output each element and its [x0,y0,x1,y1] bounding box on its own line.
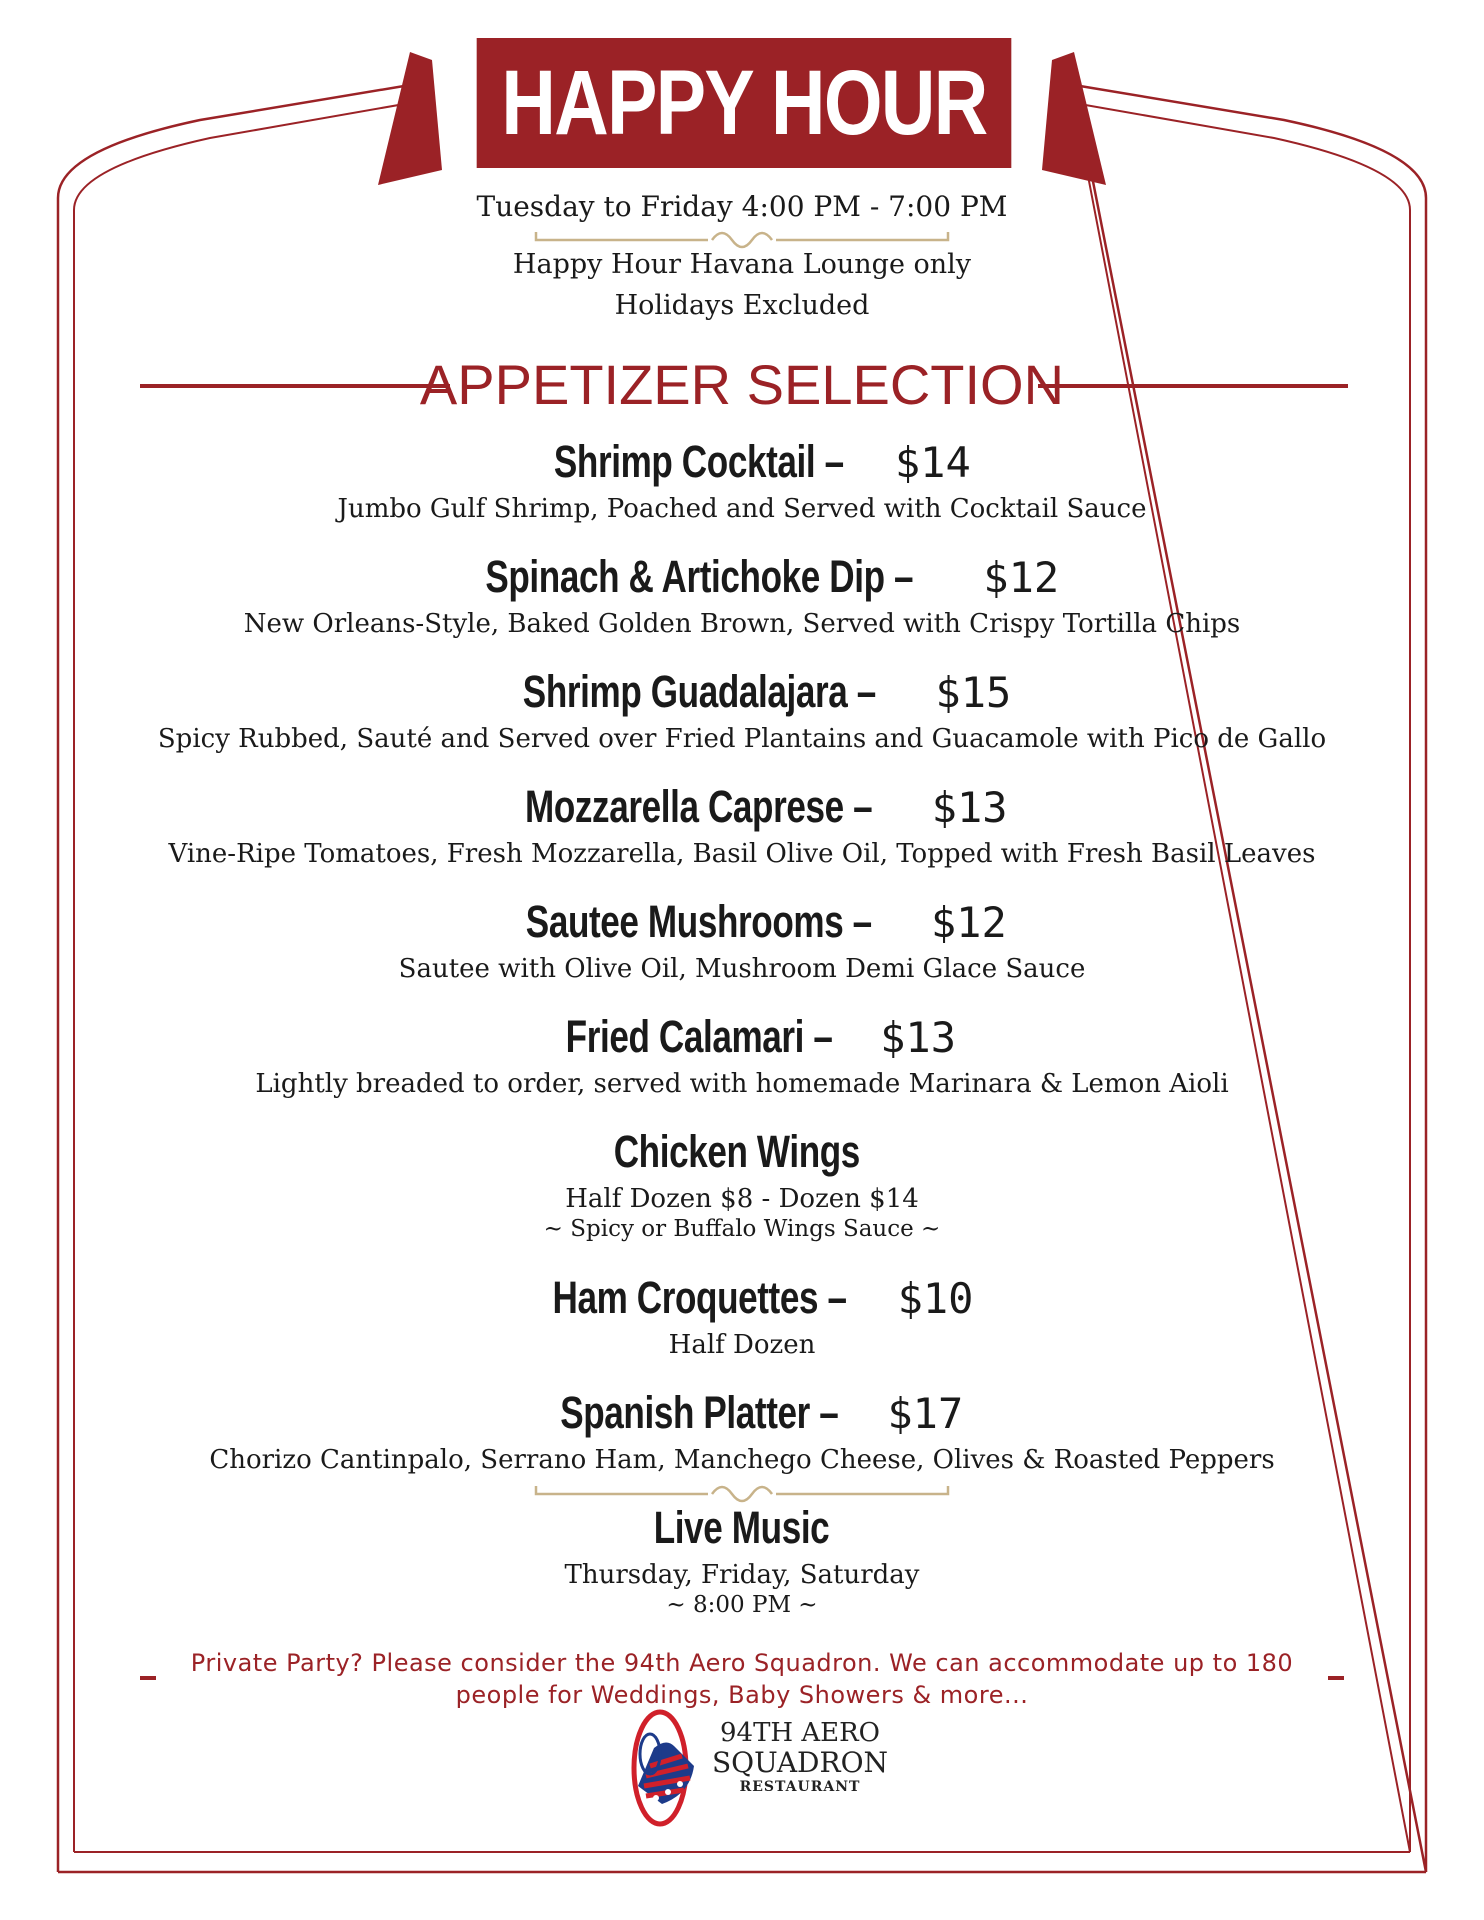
menu-item [0,1387,1484,1475]
item-desc: Spicy Rubbed, Sauté and Served over Fried Plantains and Guacamole with Pico de Gallo [157,724,1327,754]
lounge-note: Happy Hour Havana Lounge only [512,249,972,280]
item-desc: Half Dozen $8 - Dozen $14 [565,1184,919,1214]
menu-item [0,781,1484,869]
item-desc: Half Dozen [668,1330,816,1360]
item-name: Shrimp Guadalajara – [522,666,876,717]
lounge-notes [0,244,1484,326]
item-desc: Jumbo Gulf Shrimp, Poached and Served with Cocktail Sauce [337,494,1147,524]
item-price: $15 [935,668,1012,717]
menu-item [0,666,1484,754]
live-music-time: ~ 8:00 PM ~ [666,1592,818,1618]
menu-item [0,896,1484,984]
item-desc: Vine-Ripe Tomatoes, Fresh Mozzarella, Basil Olive Oil, Topped with Fresh Basil Leaves [168,839,1316,869]
item-price: $17 [887,1389,964,1438]
item-desc: Chorizo Cantinpalo, Serrano Ham, Manchego Cheese, Olives & Roasted Peppers [209,1445,1275,1475]
logo-line1: 94TH AERO [719,1718,880,1748]
item-price: $13 [880,1013,956,1062]
logo-line3: RESTAURANT [739,1779,861,1795]
menu-item [0,436,1484,524]
item-desc: New Orleans-Style, Baked Golden Brown, Served with Crispy Tortilla Chips [243,609,1241,639]
private-party-line1: Private Party? Please consider the 94th Aero Squadron. We can accommodate up to 180 [190,1649,1294,1677]
live-music [0,1502,1484,1618]
happy-hour-banner [477,38,1012,168]
logo-line2: SQUADRON [711,1746,889,1779]
item-price: $12 [983,553,1060,602]
item-price: $13 [931,783,1008,832]
menu-item [0,551,1484,639]
item-price: $14 [894,438,971,487]
item-desc-extra: ~ Spicy or Buffalo Wings Sauce ~ [543,1216,941,1242]
item-name: Shrimp Cocktail – [554,436,844,487]
item-desc: Lightly breaded to order, served with homemade Marinara & Lemon Aioli [255,1069,1229,1099]
banner-title: HAPPY HOUR [501,51,987,154]
private-party-line2: people for Weddings, Baby Showers & more... [455,1681,1029,1709]
item-price: $10 [897,1274,974,1323]
live-music-title: Live Music [654,1502,830,1553]
menu-item [0,1272,1484,1360]
schedule-text: Tuesday to Friday 4:00 PM - 7:00 PM [476,190,1008,223]
logo-text [700,1718,900,1795]
item-price: $12 [930,898,1007,947]
item-name: Spinach & Artichoke Dip – [485,551,913,602]
private-party-note [0,1647,1484,1711]
item-name: Sautee Mushrooms – [526,896,873,947]
item-name: Spanish Platter – [559,1387,839,1438]
live-music-days: Thursday, Friday, Saturday [564,1560,920,1590]
menu-item [0,1126,1484,1242]
section-title: APPETIZER SELECTION [419,353,1065,416]
item-name: Ham Croquettes – [551,1272,847,1323]
gold-divider-bottom [536,1486,948,1501]
item-desc: Sautee with Olive Oil, Mushroom Demi Glace Sauce [398,954,1086,984]
item-name: Mozzarella Caprese – [525,781,873,832]
menu-item [0,1011,1484,1099]
item-name: Chicken Wings [613,1126,861,1177]
item-name: Fried Calamari – [565,1011,833,1062]
holiday-note: Holidays Excluded [614,290,870,321]
